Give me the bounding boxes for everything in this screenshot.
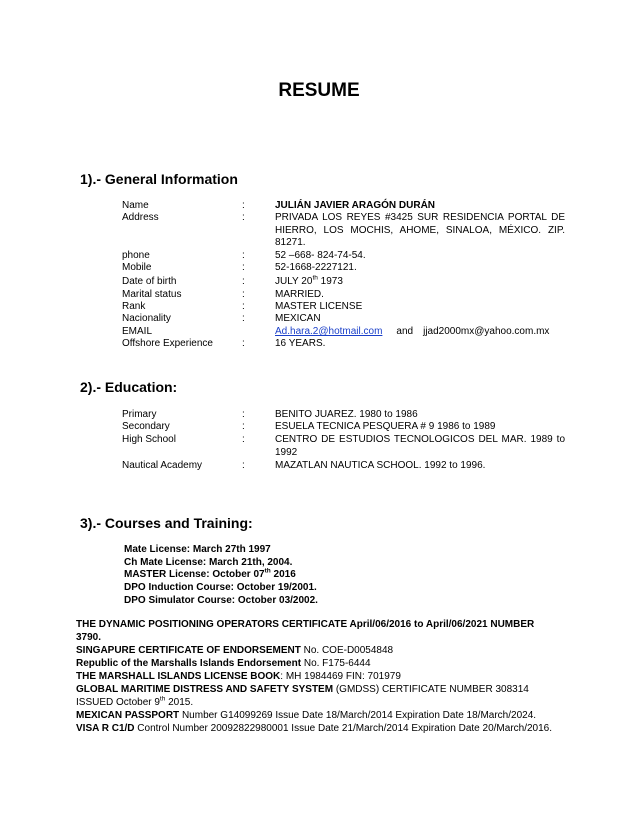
info-colon: : bbox=[242, 200, 245, 211]
course-item: MASTER License: October 07th 2016 bbox=[124, 567, 296, 580]
info-colon: : bbox=[242, 338, 245, 349]
info-value: JULY 20th 1973 bbox=[275, 274, 343, 287]
certificate-marshall-license-book: THE MARSHALL ISLANDS LICENSE BOOK: MH 1984469 FIN: 701979 bbox=[76, 671, 401, 682]
edu-label: Primary bbox=[122, 409, 157, 420]
certificate-dpo: THE DYNAMIC POSITIONING OPERATORS CERTIFICATE April/06/2016 to April/06/2021 NUMBER 3790. bbox=[76, 619, 535, 643]
info-value: 16 YEARS. bbox=[275, 338, 326, 349]
course-item: DPO Simulator Course: October 03/2002. bbox=[124, 595, 318, 606]
email-and-text: and bbox=[396, 326, 414, 337]
edu-value: MAZATLAN NAUTICA SCHOOL. 1992 to 1996. bbox=[275, 460, 486, 471]
edu-colon: : bbox=[242, 421, 245, 432]
info-colon: : bbox=[242, 301, 245, 312]
certificate-singapore: SINGAPURE CERTIFICATE OF ENDORSEMENT No. COE-D0054848 bbox=[76, 645, 394, 656]
info-label: Date of birth bbox=[122, 276, 177, 287]
page-title: RESUME bbox=[278, 80, 360, 101]
info-value bbox=[275, 326, 585, 339]
info-label: EMAIL bbox=[122, 326, 153, 337]
info-value: JULIÁN JAVIER ARAGÓN DURÁN bbox=[275, 200, 436, 211]
info-label: Name bbox=[122, 200, 149, 211]
certificate-marshall-endorsement: Republic of the Marshalls Islands Endorsement No. F175-6444 bbox=[76, 658, 371, 669]
section-heading-general: 1).- General Information bbox=[80, 171, 238, 187]
edu-value: ESUELA TECNICA PESQUERA # 9 1986 to 1989 bbox=[275, 421, 496, 432]
info-value: PRIVADA LOS REYES #3425 SUR RESIDENCIA PORTAL DE HIERRO, LOS MOCHIS, AHOME, SINALOA, MÉXICO. ZIP. 81271. bbox=[275, 212, 565, 248]
certificate-gmdss: GLOBAL MARITIME DISTRESS AND SAFETY SYSTEM (GMDSS) CERTIFICATE NUMBER 308314 ISSUED October 9th 2015. bbox=[76, 684, 529, 708]
info-label: Offshore Experience bbox=[122, 338, 213, 349]
info-label: Marital status bbox=[122, 289, 182, 300]
email-yahoo: jjad2000mx@yahoo.com.mx bbox=[423, 326, 550, 337]
info-label: Mobile bbox=[122, 262, 152, 273]
edu-value: CENTRO DE ESTUDIOS TECNOLOGICOS DEL MAR. 1989 to 1992 bbox=[275, 434, 565, 458]
info-value: 52 –668- 824-74-54. bbox=[275, 250, 366, 261]
edu-label: High School bbox=[122, 434, 176, 445]
info-colon: : bbox=[242, 276, 245, 287]
edu-label: Secondary bbox=[122, 421, 170, 432]
edu-colon: : bbox=[242, 460, 245, 471]
section-heading-education: 2).- Education: bbox=[80, 379, 178, 395]
info-label: Rank bbox=[122, 301, 146, 312]
edu-colon: : bbox=[242, 409, 245, 420]
certificate-passport: MEXICAN PASSPORT Number G14099269 Issue Date 18/March/2014 Expiration Date 18/March/2024. bbox=[76, 710, 537, 721]
info-value: MARRIED. bbox=[275, 289, 324, 300]
edu-label: Nautical Academy bbox=[122, 460, 203, 471]
info-value: MASTER LICENSE bbox=[275, 301, 363, 312]
course-item: Ch Mate License: March 21th, 2004. bbox=[124, 557, 293, 568]
info-value: 52-1668-2227121. bbox=[275, 262, 357, 273]
info-colon: : bbox=[242, 212, 245, 223]
info-colon: : bbox=[242, 289, 245, 300]
certificate-visa: VISA R C1/D Control Number 20092822980001 Issue Date 21/March/2014 Expiration Date 20/March/2016. bbox=[76, 723, 553, 734]
info-label: phone bbox=[122, 250, 150, 261]
edu-value: BENITO JUAREZ. 1980 to 1986 bbox=[275, 409, 418, 420]
email-link-hotmail[interactable]: Ad.hara.2@hotmail.com bbox=[275, 326, 383, 337]
info-label: Address bbox=[122, 212, 159, 223]
info-colon: : bbox=[242, 262, 245, 273]
info-label: Nacionality bbox=[122, 313, 171, 324]
course-item: Mate License: March 27th 1997 bbox=[124, 544, 271, 555]
course-item: DPO Induction Course: October 19/2001. bbox=[124, 582, 317, 593]
info-colon: : bbox=[242, 313, 245, 324]
edu-colon: : bbox=[242, 434, 245, 445]
section-heading-courses: 3).- Courses and Training: bbox=[80, 515, 253, 531]
info-value: MEXICAN bbox=[275, 313, 321, 324]
info-colon: : bbox=[242, 250, 245, 261]
